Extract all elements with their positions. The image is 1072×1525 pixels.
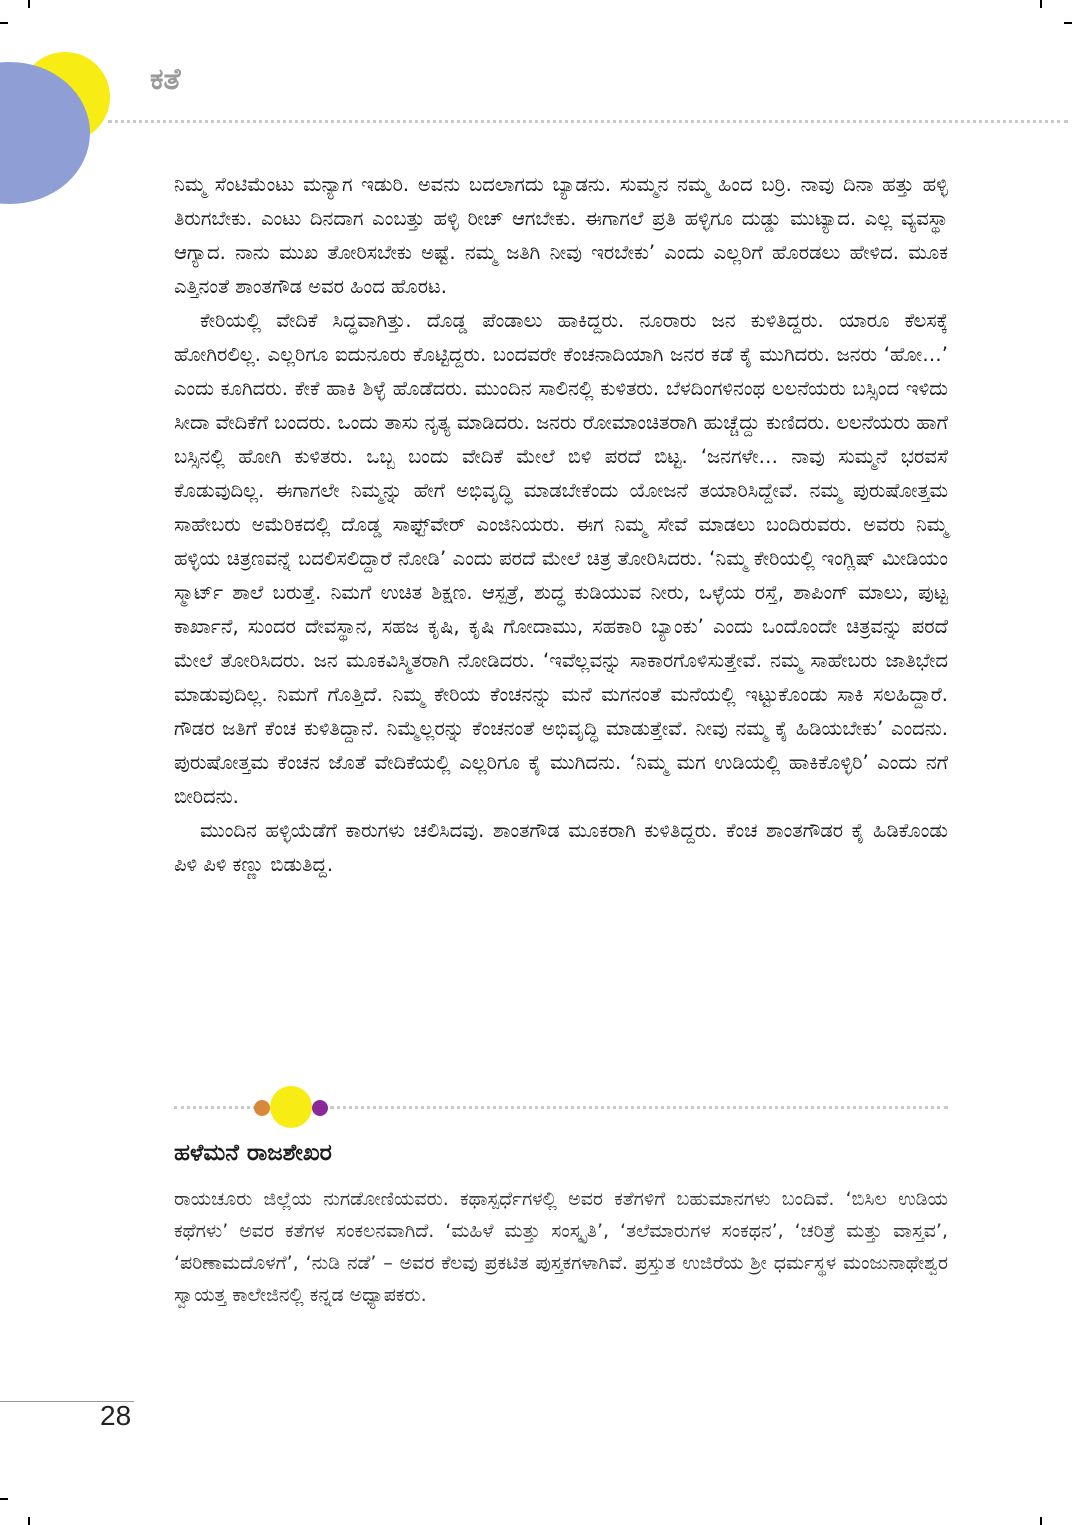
crop-mark-left-top (0, 22, 8, 24)
orange-dot-ornament (254, 1100, 270, 1116)
crop-mark-bottom-right (1040, 1517, 1042, 1525)
crop-mark-bottom-left (28, 1517, 30, 1525)
crop-mark-right-top (1064, 22, 1072, 24)
author-bio: ರಾಯಚೂರು ಜಿಲ್ಲೆಯ ನುಗಡೋಣಿಯವರು. ಕಥಾಸ್ಪರ್ಧೆಗಳಲ್ಲಿ ಅವರ ಕತೆಗಳಿಗೆ ಬಹುಮಾನಗಳು ಬಂದಿವೆ. ‘ಬಿಸಿಲ ಉಡಿಯ ಕಥೆಗಳು’ ಅವರ ಕತೆಗಳ ಸಂಕಲನವಾಗಿದೆ. ‘ಮಹಿಳೆ ಮತ್ತು ಸಂಸ್ಕೃತಿ’, ‘ತಲೆಮಾರುಗಳ ಸಂಕಥನ’, ‘ಚರಿತ್ರೆ ಮತ್ತು ವಾಸ್ತವ’, ‘ಪರಿಣಾಮದೊಳಗೆ’, ‘ನುಡಿ ನಡೆ’ – ಅವರ ಕೆಲವು ಪ್ರಕಟಿತ ಪುಸ್ತಕಗಳಾಗಿವೆ. ಪ್ರಸ್ತುತ ಉಜಿರೆಯ ಶ್ರೀ ಧರ್ಮಸ್ಥಳ ಮಂಜುನಾಥೇಶ್ವರ ಸ್ವಾಯತ್ತ ಕಾಲೇಜಿನಲ್ಲಿ ಕನ್ನಡ ಅಧ್ಯಾಪಕರು. (174, 1188, 948, 1306)
page-number: 28 (100, 1400, 132, 1431)
story-paragraph: ಮುಂದಿನ ಹಳ್ಳಿಯೆಡೆಗೆ ಕಾರುಗಳು ಚಲಿಸಿದವು. ಶಾಂತಗೌಡ ಮೂಕರಾಗಿ ಕುಳಿತಿದ್ದರು. ಕೆಂಚ ಶಾಂತಗೌಡರ ಕೈ ಹಿಡಿಕೊಂಡು ಪಿಳಿ ಪಿಳಿ ಕಣ್ಣು ಬಿಡುತಿದ್ದ. (174, 819, 948, 876)
crop-mark-top-left (28, 0, 30, 8)
author-name: ಹಳೆಮನೆ ರಾಜಶೇಖರ (174, 1140, 332, 1166)
separator-dotted-rule-right (330, 1106, 948, 1109)
story-paragraph: ಕೇರಿಯಲ್ಲಿ ವೇದಿಕೆ ಸಿದ್ಧವಾಗಿತ್ತು. ದೊಡ್ಡ ಪೆಂಡಾಲು ಹಾಕಿದ್ದರು. ನೂರಾರು ಜನ ಕುಳಿತಿದ್ದರು. ಯಾರೂ ಕೆಲಸಕ್ಕೆ ಹೋಗಿರಲಿಲ್ಲ. ಎಲ್ಲರಿಗೂ ಐದುನೂರು ಕೊಟ್ಟಿದ್ದರು. ಬಂದವರೇ ಕೆಂಚನಾದಿಯಾಗಿ ಜನರ ಕಡೆ ಕೈ ಮುಗಿದರು. ಜನರು ‘ಹೋ…’ ಎಂದು ಕೂಗಿದರು. ಕೇಕೆ ಹಾಕಿ ಶಿಳ್ಳೆ ಹೊಡೆದರು. ಮುಂದಿನ ಸಾಲಿನಲ್ಲಿ ಕುಳಿತರು. ಬೆಳದಿಂಗಳಿನಂಥ ಲಲನೆಯರು ಬಸ್ಸಿಂದ ಇಳಿದು ಸೀದಾ ವೇದಿಕೆಗೆ ಬಂದರು. ಒಂದು ತಾಸು ನೃತ್ಯ ಮಾಡಿದರು. ಜನರು ರೋಮಾಂಚಿತರಾಗಿ ಹುಚ್ಚೆದ್ದು ಕುಣಿದರು. ಲಲನೆಯರು ಹಾಗೆ ಬಸ್ಸಿನಲ್ಲಿ ಹೋಗಿ ಕುಳಿತರು. ಒಬ್ಬ ಬಂದು ವೇದಿಕೆ ಮೇಲೆ ಬಿಳಿ ಪರದೆ ಬಿಟ್ಟ. ‘ಜನಗಳೇ… ನಾವು ಸುಮ್ಮನೆ ಭರವಸೆ ಕೊಡುವುದಿಲ್ಲ. ಈಗಾಗಲೇ ನಿಮ್ಮನ್ನು ಹೇಗೆ ಅಭಿವೃದ್ಧಿ ಮಾಡಬೇಕೆಂದು ಯೋಜನೆ ತಯಾರಿಸಿದ್ದೇವೆ. ನಮ್ಮ ಪುರುಷೋತ್ತಮ ಸಾಹೇಬರು ಅಮೆರಿಕದಲ್ಲಿ ದೊಡ್ಡ ಸಾಫ್ಟ್‌ವೇರ್ ಎಂಜಿನಿಯರು. ಈಗ ನಿಮ್ಮ ಸೇವೆ ಮಾಡಲು ಬಂದಿರುವರು. ಅವರು ನಿಮ್ಮ ಹಳ್ಳಿಯ ಚಿತ್ರಣವನ್ನೆ ಬದಲಿಸಲಿದ್ದಾರೆ ನೋಡಿ’ ಎಂದು ಪರದೆ ಮೇಲೆ ಚಿತ್ರ ತೋರಿಸಿದರು. ‘ನಿಮ್ಮ ಕೇರಿಯಲ್ಲಿ ಇಂಗ್ಲಿಷ್ ಮೀಡಿಯಂ ಸ್ಮಾರ್ಟ್ ಶಾಲೆ ಬರುತ್ತೆ. ನಿಮಗೆ ಉಚಿತ ಶಿಕ್ಷಣ. ಆಸ್ಪತ್ರೆ, ಶುದ್ಧ ಕುಡಿಯುವ ನೀರು, ಒಳ್ಳೆಯ ರಸ್ತೆ, ಶಾಪಿಂಗ್ ಮಾಲು, ಪುಟ್ಟ ಕಾರ್ಖಾನೆ, ಸುಂದರ ದೇವಸ್ಥಾನ, ಸಹಜ ಕೃಷಿ, ಕೃಷಿ ಗೋದಾಮು, ಸಹಕಾರಿ ಬ್ಯಾಂಕು’ ಎಂದು ಒಂದೊಂದೇ ಚಿತ್ರವನ್ನು ಪರದೆ ಮೇಲೆ ತೋರಿಸಿದರು. ಜನ ಮೂಕವಿಸ್ಮಿತರಾಗಿ ನೋಡಿದರು. ‘ಇವೆಲ್ಲವನ್ನು ಸಾಕಾರಗೊಳಿಸುತ್ತೇವೆ. ನಮ್ಮ ಸಾಹೇಬರು ಜಾತಿಭೇದ ಮಾಡುವುದಿಲ್ಲ. ನಿಮಗೆ ಗೊತ್ತಿದೆ. ನಿಮ್ಮ ಕೇರಿಯ ಕೆಂಚನನ್ನು ಮನೆ ಮಗನಂತೆ ಮನೆಯಲ್ಲಿ ಇಟ್ಟುಕೊಂಡು ಸಾಕಿ ಸಲಹಿದ್ದಾರೆ. ಗೌಡರ ಜತಿಗೆ ಕೆಂಚ ಕುಳಿತಿದ್ದಾನೆ. ನಿಮ್ಮೆಲ್ಲರನ್ನು ಕೆಂಚನಂತೆ ಅಭಿವೃದ್ಧಿ ಮಾಡುತ್ತೇವೆ. ನೀವು ನಮ್ಮ ಕೈ ಹಿಡಿಯಬೇಕು’ ಎಂದನು. ಪುರುಷೋತ್ತಮ ಕೆಂಚನ ಜೊತೆ ವೇದಿಕೆಯಲ್ಲಿ ಎಲ್ಲರಿಗೂ ಕೈ ಮುಗಿದನು. ‘ನಿಮ್ಮ ಮಗ ಉಡಿಯಲ್ಲಿ ಹಾಕಿಕೊಳ್ಳಿರಿ’ ಎಂದು ನಗೆ ಬೀರಿದನು. (174, 309, 948, 808)
purple-dot-ornament (312, 1100, 328, 1116)
story-paragraph: ನಿಮ್ಮ ಸೆಂಟಿಮೆಂಟು ಮನ್ಯಾಗ ಇಡುರಿ. ಅವನು ಬದಲಾಗದು ಬ್ಯಾಡನು. ಸುಮ್ಮನ ನಮ್ಮ ಹಿಂದ ಬರ್ರಿ. ನಾವು ದಿನಾ ಹತ್ತು ಹಳ್ಳಿ ತಿರುಗಬೇಕು. ಎಂಟು ದಿನದಾಗ ಎಂಬತ್ತು ಹಳ್ಳಿ ರೀಚ್ ಆಗಬೇಕು. ಈಗಾಗಲೆ ಪ್ರತಿ ಹಳ್ಳಿಗೂ ದುಡ್ಡು ಮುಟ್ಯಾದ. ಎಲ್ಲ ವ್ಯವಸ್ಥಾ ಆಗ್ಯಾದ. ನಾನು ಮುಖ ತೋರಿಸಬೇಕು ಅಷ್ಟೆ. ನಮ್ಮ ಜತಿಗಿ ನೀವು ಇರಬೇಕು’ ಎಂದು ಎಲ್ಲರಿಗೆ ಹೊರಡಲು ಹೇಳಿದ. ಮೂಕ ಎತ್ತಿನಂತೆ ಶಾಂತಗೌಡ ಅವರ ಹಿಂದ ಹೊರಟ. (174, 173, 948, 298)
yellow-dot-ornament (270, 1086, 312, 1128)
section-label: ಕತೆ (150, 62, 181, 97)
separator-dotted-rule-left (174, 1106, 256, 1109)
crop-mark-left-bottom (0, 1498, 8, 1500)
story-body (174, 168, 948, 882)
crop-mark-top-right (1040, 0, 1042, 8)
header-dotted-rule (108, 120, 1068, 123)
